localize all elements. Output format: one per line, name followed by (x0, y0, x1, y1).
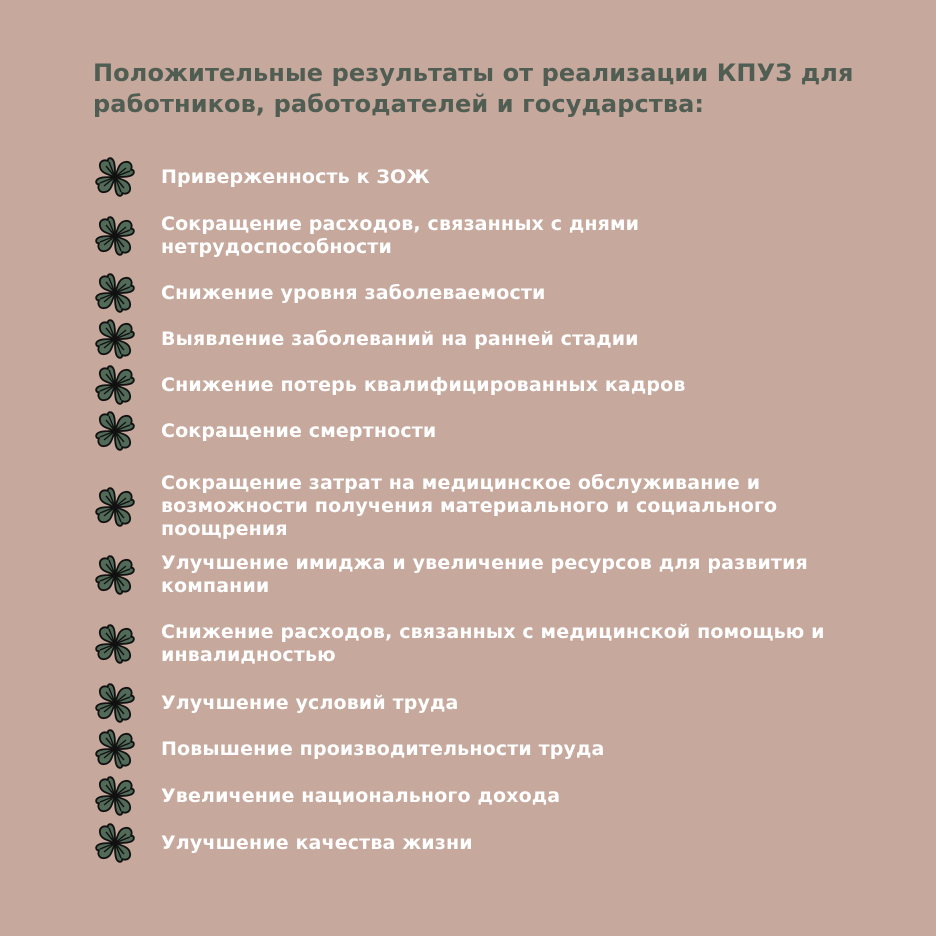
list-item (93, 681, 853, 725)
list-item-text: Улучшение имиджа и увеличение ресурсов для развития компании (161, 552, 808, 597)
list-item (93, 155, 853, 199)
clover-icon (93, 821, 137, 865)
list-item-text: Снижение потерь квалифицированных кадров (161, 373, 686, 396)
list-item-text: Снижение расходов, связанных с медицинской помощью и инвалидностью (161, 621, 825, 666)
clover-icon (93, 363, 137, 407)
list-item (93, 552, 853, 598)
list-item (93, 363, 853, 407)
page-title: Положительные результаты от реализации КПУЗ для работников, работодателей и государства: (93, 59, 854, 118)
list-item-text: Сокращение затрат на медицинское обслуживание и возможности получения материального и социального поощрения (161, 472, 778, 540)
clover-icon (93, 727, 137, 771)
list-item-text: Улучшение условий труда (161, 691, 459, 714)
clover-icon (93, 214, 137, 258)
list-item-text: Снижение уровня заболеваемости (161, 281, 546, 304)
list-item-text: Увеличение национального дохода (161, 784, 561, 807)
list-item-text: Приверженность к ЗОЖ (161, 165, 430, 188)
clover-icon (93, 317, 137, 361)
list-item (93, 621, 853, 667)
list-item-text: Сокращение смертности (161, 419, 437, 442)
clover-icon (93, 681, 137, 725)
clover-icon (93, 155, 137, 199)
clover-icon (93, 271, 137, 315)
list-item-text: Улучшение качества жизни (161, 831, 473, 854)
list-item (93, 213, 853, 259)
list-item-text: Повышение производительности труда (161, 737, 605, 760)
clover-icon (93, 485, 137, 529)
list-item-text: Сокращение расходов, связанных с днями нетрудоспособности (161, 213, 640, 258)
clover-icon (93, 553, 137, 597)
clover-icon (93, 622, 137, 666)
clover-icon (93, 774, 137, 818)
list-item (93, 317, 853, 361)
clover-icon (93, 409, 137, 453)
list-item (93, 271, 853, 315)
list-item (93, 821, 853, 865)
list-item (93, 727, 853, 771)
list-item (93, 774, 853, 818)
list-item (93, 472, 853, 541)
list-item (93, 409, 853, 453)
list-item-text: Выявление заболеваний на ранней стадии (161, 327, 639, 350)
